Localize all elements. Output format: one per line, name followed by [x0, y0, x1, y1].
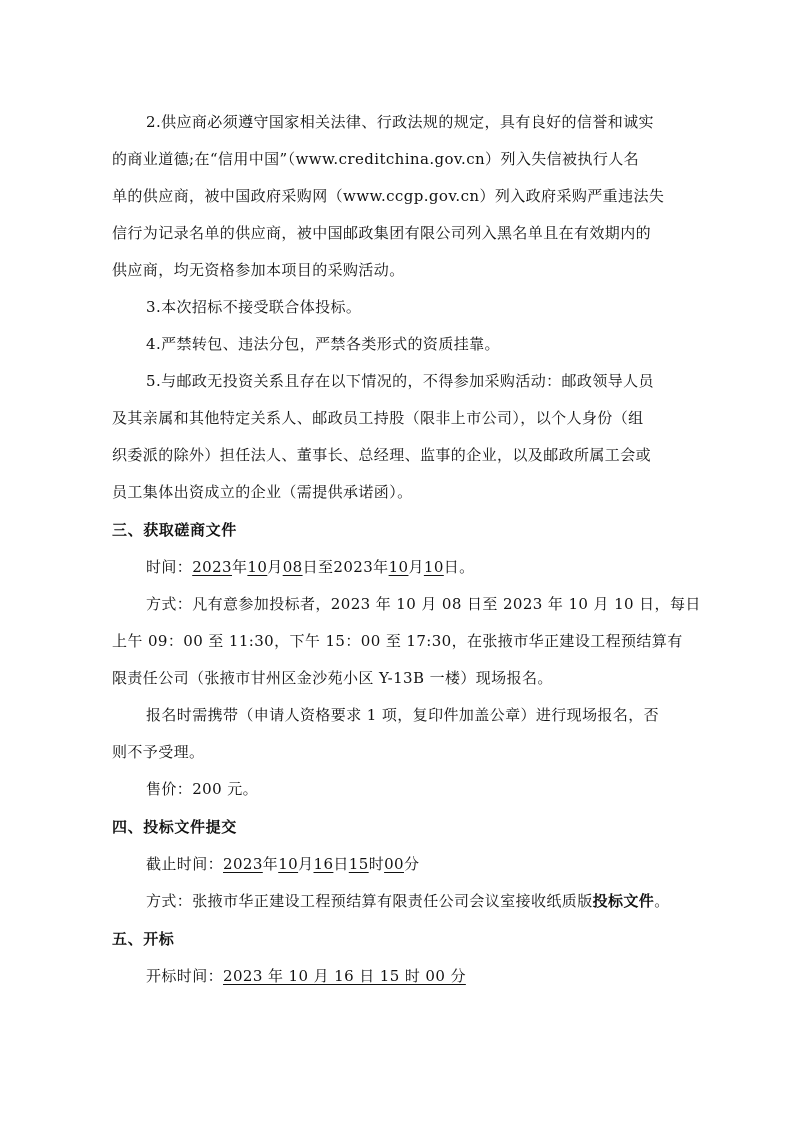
text-year: 年	[373, 558, 389, 576]
signup-requirement-line-2: 则不予受理。	[112, 743, 205, 761]
item-5-line-3: 织委派的除外）担任法人、董事长、总经理、监事的企业，以及邮政所属工会或	[112, 446, 652, 464]
item-2-line-5: 供应商，均无资格参加本项目的采购活动。	[112, 261, 405, 279]
item-4: 4.严禁转包、违法分包，严禁各类形式的资质挂靠。	[146, 335, 500, 353]
signup-time	[146, 557, 475, 577]
start-year: 2023	[192, 558, 232, 576]
deadline-minute: 00	[384, 855, 404, 873]
item-5-line-4: 员工集体出资成立的企业（需提供承诺函）。	[112, 483, 413, 501]
opening-time-label: 开标时间：	[146, 967, 224, 985]
opening-time	[146, 966, 466, 986]
deadline-day: 16	[313, 855, 334, 873]
end-month: 10	[388, 558, 409, 576]
text-day: 日	[333, 855, 349, 873]
section-3-heading: 三、获取磋商文件	[112, 521, 237, 539]
document-price: 售价：200 元。	[146, 780, 258, 798]
section-4-heading: 四、投标文件提交	[112, 818, 237, 836]
item-5-line-1: 5.与邮政无投资关系且存在以下情况的，不得参加采购活动：邮政领导人员	[146, 372, 654, 390]
end-day: 10	[423, 558, 444, 576]
text-day-to: 日至	[302, 558, 334, 576]
deadline-year: 2023	[223, 855, 263, 873]
signup-method-line-3: 限责任公司（张掖市甘州区金沙苑小区 Y-13B 一楼）现场报名。	[112, 669, 553, 687]
start-day: 08	[282, 558, 303, 576]
deadline-label: 截止时间：	[146, 855, 224, 873]
text-month: 月	[267, 558, 283, 576]
bid-document-emphasis: 投标文件	[592, 892, 655, 910]
submission-deadline	[146, 854, 419, 874]
text-year: 年	[231, 558, 248, 576]
submission-method-text: 方式：张掖市华正建设工程预结算有限责任公司会议室接收纸质版	[146, 892, 593, 910]
submission-method-end: 。	[654, 892, 670, 910]
text-hour: 时	[368, 855, 385, 873]
deadline-hour: 15	[348, 855, 369, 873]
opening-time-value: 2023 年 10 月 16 日 15 时 00 分	[223, 967, 466, 985]
item-2-line-4: 信行为记录名单的供应商，被中国邮政集团有限公司列入黑名单且在有效期内的	[112, 224, 652, 242]
signup-method-line-1: 方式：凡有意参加投标者，2023 年 10 月 08 日至 2023 年 10 月 10 日，每日	[146, 595, 701, 613]
signup-method-line-2: 上午 09：00 至 11:30，下午 15：00 至 17:30，在张掖市华正建设工程预结算有	[112, 632, 683, 650]
text-year: 年	[262, 855, 279, 873]
section-5-heading: 五、开标	[112, 930, 175, 948]
text-month: 月	[298, 855, 314, 873]
text-minute: 分	[403, 855, 420, 873]
submission-method	[146, 891, 670, 911]
deadline-month: 10	[278, 855, 299, 873]
text-day: 日。	[443, 558, 475, 576]
signup-requirement-line-1: 报名时需携带（申请人资格要求 1 项，复印件加盖公章）进行现场报名，否	[146, 706, 660, 724]
signup-time-label: 时间：	[146, 558, 193, 576]
item-5-line-2: 及其亲属和其他特定关系人、邮政员工持股（限非上市公司），以个人身份（组	[112, 409, 644, 427]
item-2-line-2: 的商业道德;在“信用中国”（www.creditchina.gov.cn）列入失信被执行人名	[112, 150, 640, 168]
end-year: 2023	[333, 558, 374, 576]
item-2-line-1: 2.供应商必须遵守国家相关法律、行政法规的规定，具有良好的信誉和诚实	[146, 113, 654, 131]
text-month: 月	[408, 558, 424, 576]
item-3: 3.本次招标不接受联合体投标。	[146, 298, 362, 316]
start-month: 10	[247, 558, 268, 576]
item-2-line-3: 单的供应商，被中国政府采购网（www.ccgp.gov.cn）列入政府采购严重违法失	[112, 187, 665, 205]
